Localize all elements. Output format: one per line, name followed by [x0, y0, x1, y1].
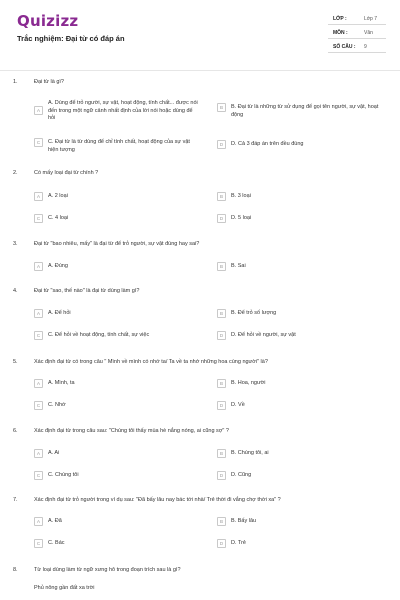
option-text: B. Bấy lâu: [231, 518, 257, 524]
option-text: B. 3 loại: [231, 193, 251, 199]
meta-value: 9: [364, 44, 367, 50]
question-text: Từ loại dùng làm từ ngữ xưng hô trong đoạn trích sau là gì?: [34, 567, 181, 573]
option-text: C. Nhớ: [48, 402, 66, 408]
question-text: Xác định đại từ trỏ người trong ví dụ sau: "Đã bấy lâu nay bác tới nhà/ Trẻ thời đi vắng chợ thời xa" ?: [34, 497, 281, 503]
option-text: B. Sai: [231, 263, 246, 269]
option-letter: D: [217, 539, 226, 548]
option-letter: D: [217, 140, 226, 149]
option-text: C. Bác: [48, 540, 65, 546]
meta-subject: [328, 25, 386, 39]
option-text: C. Đại từ là từ dùng để chỉ tính chất, hoạt động của sự vật hiện tượng: [48, 139, 190, 153]
worksheet-meta: [328, 11, 386, 53]
question-number: 3.: [13, 241, 18, 247]
option-text: D. Để hỏi về người, sự vật: [231, 332, 296, 338]
question-number: 5.: [13, 359, 18, 365]
question-number: 1.: [13, 79, 18, 85]
question-text: Xác định đại từ trong câu sau: "Chúng tôi thấy mùa hè nắng nóng, ai cũng sợ" ?: [34, 428, 229, 434]
option-text: C. 4 loại: [48, 215, 69, 221]
option-letter: A: [34, 106, 43, 115]
option-text: A. 2 loại: [48, 193, 68, 199]
option-letter: B: [217, 192, 226, 201]
option-letter: D: [217, 401, 226, 410]
question-text: Đại từ "bao nhiêu, mấy" là đại từ để trỏ người, sự vật đúng hay sai?: [34, 241, 200, 247]
option-letter: C: [34, 539, 43, 548]
option-text: A. Đã: [48, 518, 62, 524]
option-letter: A: [34, 449, 43, 458]
meta-value: Văn: [364, 30, 373, 36]
option-letter: D: [217, 214, 226, 223]
meta-label: LỚP :: [333, 16, 347, 22]
option-text: D. Cũng: [231, 472, 252, 478]
option-letter: A: [34, 262, 43, 271]
question-number: 8.: [13, 567, 18, 573]
question-number: 2.: [13, 170, 18, 176]
meta-grade: [328, 11, 386, 25]
option-letter: A: [34, 517, 43, 526]
question-number: 4.: [13, 288, 18, 294]
option-text: A. Mình, ta: [48, 380, 75, 386]
option-text: D. Về: [231, 402, 245, 408]
question-text: Đại từ là gì?: [34, 79, 64, 85]
option-letter: B: [217, 379, 226, 388]
option-text: C. Chúng tôi: [48, 472, 79, 478]
option-text: B. Đại từ là những từ sử dụng để gọi tên người, sự vật, hoạt động: [231, 104, 379, 118]
option-text: B. Hoa, người: [231, 380, 266, 386]
option-text: A. Ai: [48, 450, 60, 456]
option-text: D. 5 loại: [231, 215, 252, 221]
question-number: 6.: [13, 428, 18, 434]
question-text: Đại từ "sao, thế nào" là đại từ dùng làm gì?: [34, 288, 140, 294]
option-text: C. Để hỏi về hoạt động, tính chất, sự việc: [48, 332, 150, 338]
option-letter: C: [34, 138, 43, 147]
option-text: B. Chúng tôi, ai: [231, 450, 269, 456]
option-letter: B: [217, 262, 226, 271]
option-letter: B: [217, 103, 226, 112]
question-text: Xác định đại từ có trong câu " Mình về mình có nhớ ta/ Ta về ta nhớ những hoa cùng người" là?: [34, 359, 268, 365]
option-letter: D: [217, 331, 226, 340]
option-text: A. Đúng: [48, 263, 68, 269]
option-letter: C: [34, 401, 43, 410]
option-text: B. Để trỏ số lượng: [231, 310, 277, 316]
option-letter: B: [217, 309, 226, 318]
question-text: Có mấy loại đại từ chính ?: [34, 170, 99, 176]
option-letter: C: [34, 331, 43, 340]
worksheet-header: [0, 0, 400, 72]
option-letter: B: [217, 449, 226, 458]
meta-label: SỐ CÂU :: [333, 44, 356, 50]
option-letter: B: [217, 517, 226, 526]
worksheet-title: Trắc nghiệm: Đại từ có đáp án: [17, 34, 125, 43]
option-text: D. Trẻ: [231, 540, 246, 546]
option-letter: D: [217, 471, 226, 480]
option-letter: A: [34, 379, 43, 388]
option-letter: A: [34, 192, 43, 201]
question-number: 7.: [13, 497, 18, 503]
header-divider: [0, 70, 400, 71]
option-letter: C: [34, 471, 43, 480]
quizizz-logo: Quizizz: [17, 12, 79, 30]
meta-label: MÔN :: [333, 30, 348, 36]
meta-question-count: [328, 39, 386, 53]
question-excerpt: Phủ nông gần đất xa trời: [34, 585, 95, 591]
option-letter: A: [34, 309, 43, 318]
option-letter: C: [34, 214, 43, 223]
option-text: A. Để hỏi: [48, 310, 71, 316]
option-text: D. Cả 3 đáp án trên đều đúng: [231, 141, 304, 147]
meta-value: Lớp 7: [364, 16, 378, 22]
option-text: A. Dùng để trỏ người, sự vật, hoạt động, tính chất... được nói đến trong một ngữ cảnh nhất định của lời nói hoặc dùng để hỏi: [48, 100, 198, 121]
